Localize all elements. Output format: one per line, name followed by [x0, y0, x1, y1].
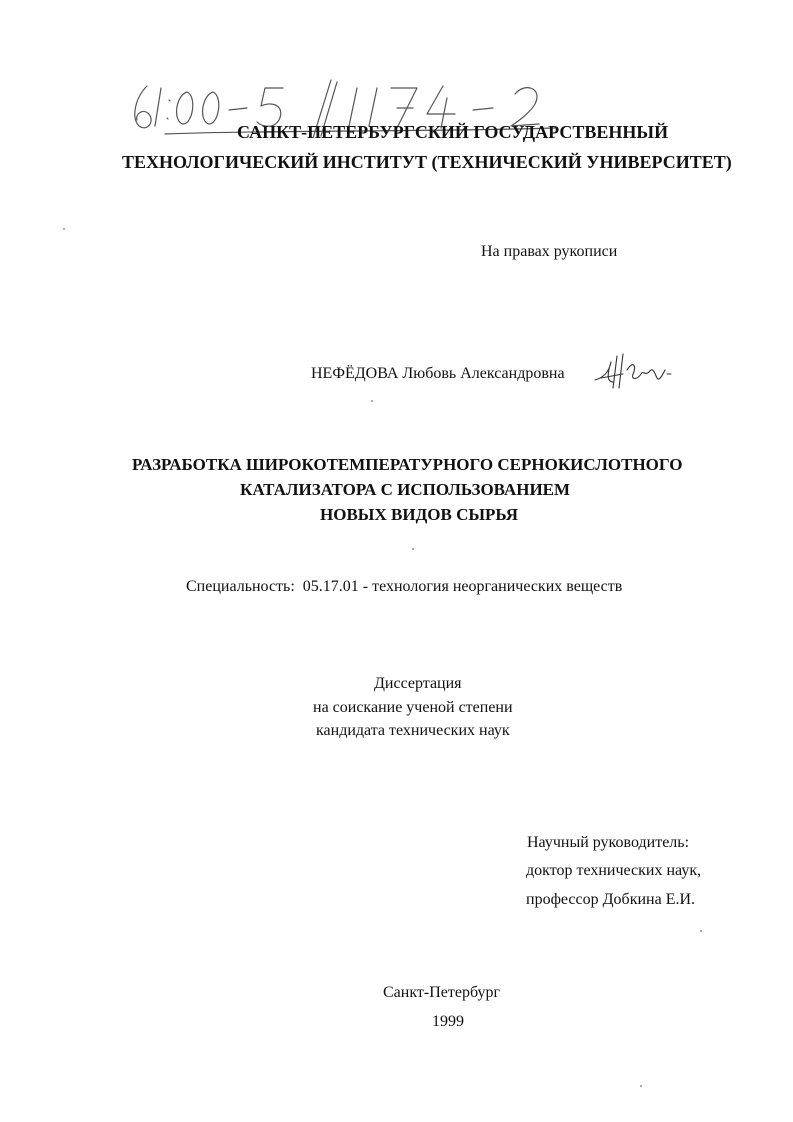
supervisor-name: профессор Добкина Е.И.	[526, 891, 696, 908]
author-signature	[593, 352, 673, 394]
institution-line-2: ТЕХНОЛОГИЧЕСКИЙ ИНСТИТУТ (ТЕХНИЧЕСКИЙ УНИВЕРСИТЕТ)	[122, 152, 732, 172]
rights-note: На правах рукописи	[481, 243, 618, 260]
supervisor-label: Научный руководитель:	[527, 834, 690, 851]
specialty-code: 05.17.01	[302, 578, 359, 595]
dissertation-purpose: на соискание ученой степени	[313, 699, 513, 716]
dissertation-degree: кандидата технических наук	[316, 722, 510, 739]
scan-speck	[640, 1085, 642, 1087]
scan-speck	[412, 548, 414, 550]
specialty-name: - технология неорганических веществ	[362, 578, 623, 595]
dissertation-title-line-1: РАЗРАБОТКА ШИРОКОТЕМПЕРАТУРНОГО СЕРНОКИСЛОТНОГО	[132, 455, 683, 474]
author-name: НЕФЁДОВА Любовь Александровна	[311, 365, 565, 382]
dissertation-type: Диссертация	[374, 675, 462, 692]
scan-speck	[63, 228, 65, 230]
scan-speck	[700, 930, 702, 932]
specialty-line	[186, 578, 622, 596]
specialty-label: Специальность:	[186, 578, 295, 595]
publication-year: 1999	[432, 1013, 464, 1030]
supervisor-degree: доктор технических наук,	[526, 862, 702, 879]
institution-line-1: САНКТ-ПЕТЕРБУРГСКИЙ ГОСУДАРСТВЕННЫЙ	[237, 122, 669, 142]
publication-city: Санкт-Петербург	[383, 984, 501, 1001]
dissertation-title-line-3: НОВЫХ ВИДОВ СЫРЬЯ	[320, 505, 519, 524]
scan-speck	[371, 400, 373, 402]
catalog-code-text: 61:00-5/1174-2	[125, 78, 132, 79]
dissertation-title-line-2: КАТАЛИЗАТОРА С ИСПОЛЬЗОВАНИЕМ	[240, 480, 571, 499]
